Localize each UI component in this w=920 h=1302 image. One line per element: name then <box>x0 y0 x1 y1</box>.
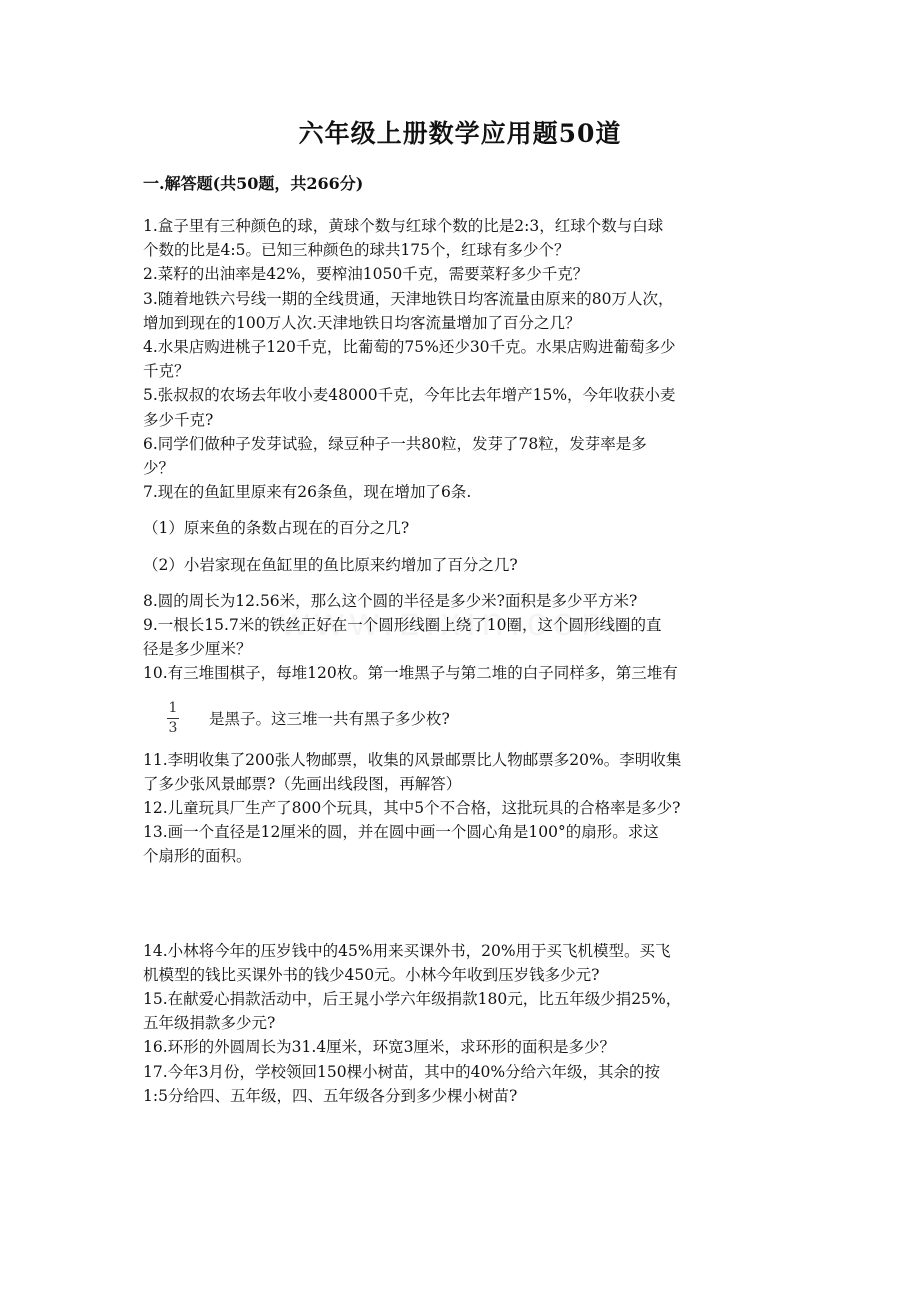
question-list <box>143 214 803 1108</box>
question-17-line-2: 1:5分给四、五年级，四、五年级各分到多少棵小树苗? <box>143 1086 518 1105</box>
question-6-line-1: 6.同学们做种子发芽试验，绿豆种子一共80粒，发芽了78粒，发芽率是多 <box>143 434 647 453</box>
question-14-line-2: 机模型的钱比买课外书的钱少450元。小林今年收到压岁钱多少元? <box>143 965 600 984</box>
question-5-line-2: 多少千克? <box>143 410 214 429</box>
question-3-line-2: 增加到现在的100万人次.天津地铁日均客流量增加了百分之几？ <box>143 313 581 332</box>
question-10-line-1: 10.有三堆围棋子，每堆120枚。第一堆黑子与第二堆的白子同样多，第三堆有 <box>143 664 678 683</box>
section-heading: 一.解答题(共50题，共266分) <box>143 174 364 193</box>
question-7-sub-1: （1）原来鱼的条数占现在的百分之几? <box>143 519 410 538</box>
fraction-bar <box>167 718 179 719</box>
question-1-line-2: 个数的比是4:5。已知三种颜色的球共175个，红球有多少个？ <box>143 241 570 260</box>
fraction-numerator: 1 <box>168 700 178 717</box>
spacer <box>143 869 803 939</box>
question-11-line-2: 了多少张风景邮票?（先画出线段图，再解答） <box>143 774 462 793</box>
question-13-line-1: 13.画一个直径是12厘米的圆，并在圆中画一个圆心角是100°的扇形。求这 <box>143 823 659 842</box>
question-12: 12.儿童玩具厂生产了800个玩具，其中5个不合格，这批玩具的合格率是多少? <box>143 799 681 818</box>
question-11-line-1: 11.李明收集了200张人物邮票，收集的风景邮票比人物邮票多20%。李明收集 <box>143 750 682 769</box>
question-16: 16.环形的外圆周长为31.4厘米，环宽3厘米，求环形的面积是多少？ <box>143 1038 616 1057</box>
document-title: 六年级上册数学应用题50道 <box>298 119 622 148</box>
question-8: 8.圆的周长为12.56米，那么这个圆的半径是多少米?面积是多少平方米? <box>143 591 638 610</box>
question-2: 2.菜籽的出油率是42%，要榨油1050千克，需要菜籽多少千克？ <box>143 265 589 284</box>
question-7: 7.现在的鱼缸里原来有26条鱼，现在增加了6条. <box>143 483 472 502</box>
question-5-line-1: 5.张叔叔的农场去年收小麦48000千克，今年比去年增产15%，今年收获小麦 <box>143 386 676 405</box>
question-9-line-2: 径是多少厘米？ <box>143 640 252 659</box>
question-10-fraction-line <box>143 690 803 748</box>
spacer <box>143 504 803 516</box>
question-9-line-1: 9.一根长15.7米的铁丝正好在一个圆形线圈上绕了10圈，这个圆形线圈的直 <box>143 616 662 635</box>
question-7-sub-2: （2）小岩家现在鱼缸里的鱼比原来约增加了百分之几? <box>143 555 518 574</box>
fraction-one-third <box>167 701 179 736</box>
question-3-line-1: 3.随着地铁六号线一期的全线贯通，天津地铁日均客流量由原来的80万人次， <box>143 289 674 308</box>
question-17-line-1: 17.今年3月份，学校领回150棵小树苗，其中的40%分给六年级，其余的按 <box>143 1062 661 1081</box>
question-4-line-2: 千克？ <box>143 362 190 381</box>
question-10-line-2: 是黑子。这三堆一共有黑子多少枚? <box>209 709 450 728</box>
question-1-line-1: 1.盒子里有三种颜色的球，黄球个数与红球个数的比是2:3，红球个数与白球 <box>143 217 664 235</box>
question-4-line-1: 4.水果店购进桃子120千克，比葡萄的75%还少30千克。水果店购进葡萄多少 <box>143 338 676 357</box>
question-15-line-2: 五年级捐款多少元? <box>143 1014 276 1033</box>
question-13-line-2: 个扇形的面积。 <box>143 847 252 866</box>
question-6-line-2: 少？ <box>143 459 175 478</box>
spacer <box>143 541 803 553</box>
spacer <box>143 577 803 589</box>
question-15-line-1: 15.在献爱心捐款活动中，后王晁小学六年级捐款180元，比五年级少捐25%， <box>143 990 682 1009</box>
fraction-denominator: 3 <box>168 720 178 737</box>
question-14-line-1: 14.小林将今年的压岁钱中的45%用来买课外书，20%用于买飞机模型。买飞 <box>143 941 671 960</box>
